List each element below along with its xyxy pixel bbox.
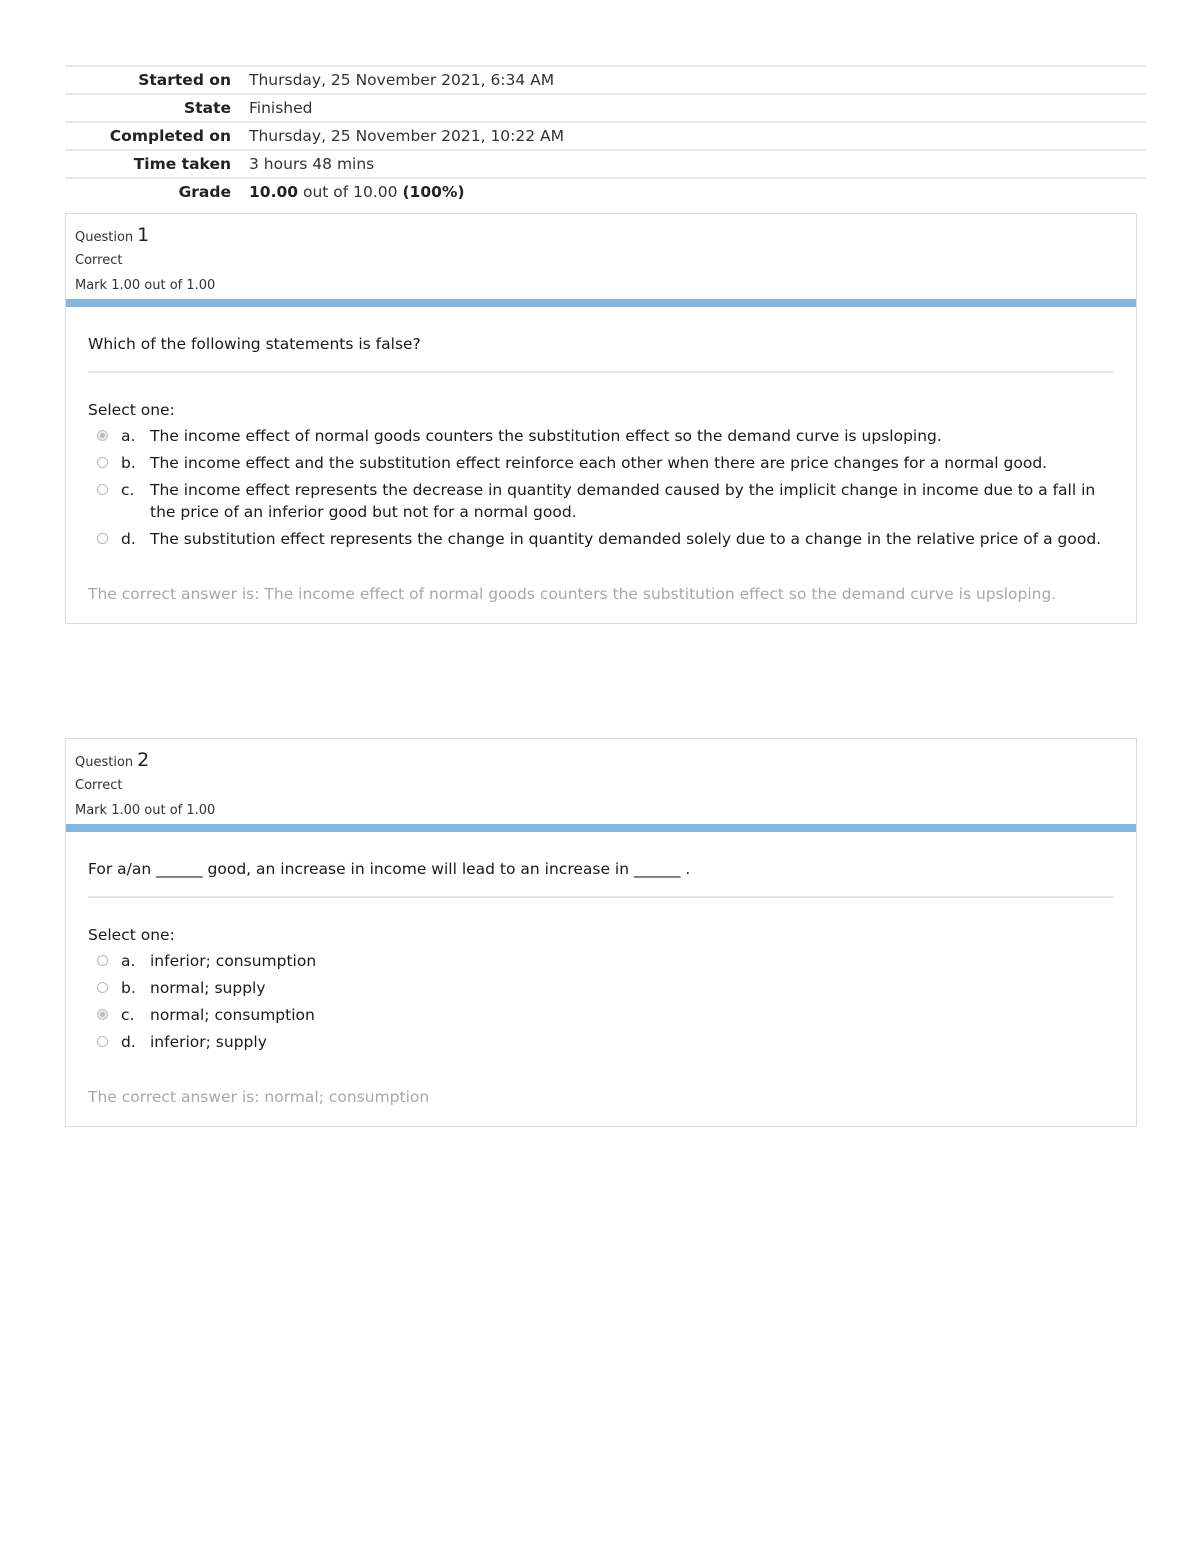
option-letter: b.: [121, 454, 136, 472]
question-number: [75, 749, 1127, 771]
option-letter: b.: [121, 979, 136, 997]
time-taken-value: 3 hours 48 mins: [249, 154, 375, 173]
option-text: normal; consumption: [150, 1006, 315, 1024]
radio-button[interactable]: [97, 955, 108, 966]
option-text: The income effect of normal goods counters the substitution effect so the demand curve is upsloping.: [150, 427, 942, 445]
question-label: Question: [75, 755, 134, 770]
answer-options: [88, 425, 1114, 550]
completed-on-value: Thursday, 25 November 2021, 10:22 AM: [249, 126, 565, 145]
summary-row-state: [65, 94, 1146, 122]
question-mark: Mark 1.00 out of 1.00: [75, 803, 216, 818]
state-value: Finished: [249, 98, 313, 117]
option-letter: c.: [121, 1006, 135, 1024]
attempt-summary-table: [65, 65, 1146, 205]
radio-button-selected[interactable]: [97, 1009, 108, 1020]
answer-option-b[interactable]: [88, 452, 1114, 474]
option-letter: d.: [121, 1033, 136, 1051]
option-text: The income effect represents the decrease in quantity demanded caused by the implicit change in income due to a fall in the price of an inferior good but not for a normal good.: [150, 481, 1096, 521]
question-content: [66, 824, 1136, 1074]
question-number-value: 1: [137, 224, 150, 246]
question-info: [66, 214, 1136, 299]
grade-out-of: out of 10.00: [302, 182, 398, 201]
question-content: [66, 299, 1136, 571]
time-taken-label: Time taken: [133, 154, 231, 173]
correct-answer-feedback: The correct answer is: normal; consumption: [88, 1088, 430, 1106]
question-state: Correct: [75, 253, 123, 268]
select-one-prompt: Select one:: [88, 401, 175, 419]
option-text: inferior; consumption: [150, 952, 317, 970]
answer-option-b[interactable]: [88, 977, 1114, 999]
question-number-value: 2: [137, 749, 150, 771]
answer-option-c[interactable]: [88, 479, 1114, 523]
option-text: normal; supply: [150, 979, 266, 997]
question-2: [65, 738, 1137, 1127]
option-letter: a.: [121, 427, 136, 445]
summary-row-grade: [65, 178, 1146, 205]
radio-button[interactable]: [97, 457, 108, 468]
grade-label: Grade: [178, 182, 231, 201]
summary-row-time: [65, 150, 1146, 178]
answer-option-a[interactable]: [88, 950, 1114, 972]
grade-value: [249, 178, 1146, 205]
question-1: [65, 213, 1137, 624]
answer-option-d[interactable]: [88, 1031, 1114, 1053]
option-text: inferior; supply: [150, 1033, 267, 1051]
question-mark: Mark 1.00 out of 1.00: [75, 278, 216, 293]
option-letter: d.: [121, 530, 136, 548]
answer-option-c[interactable]: [88, 1004, 1114, 1026]
radio-button[interactable]: [97, 1036, 108, 1047]
started-on-value: Thursday, 25 November 2021, 6:34 AM: [249, 70, 555, 89]
summary-row-started: [65, 66, 1146, 94]
option-letter: a.: [121, 952, 136, 970]
summary-row-completed: [65, 122, 1146, 150]
answer-option-d[interactable]: [88, 528, 1114, 550]
answer-option-a[interactable]: [88, 425, 1114, 447]
state-label: State: [184, 98, 231, 117]
started-on-label: Started on: [138, 70, 231, 89]
answer-options: [88, 950, 1114, 1053]
completed-on-label: Completed on: [109, 126, 231, 145]
correct-answer-feedback: The correct answer is: The income effect of normal goods counters the substitution effect so the demand curve is upsloping.: [88, 585, 1057, 603]
question-info: [66, 739, 1136, 824]
question-state: Correct: [75, 778, 123, 793]
question-number: [75, 224, 1127, 246]
question-text: Which of the following statements is false?: [88, 335, 1114, 373]
radio-button[interactable]: [97, 533, 108, 544]
select-one-prompt: Select one:: [88, 926, 175, 944]
radio-button-selected[interactable]: [97, 430, 108, 441]
radio-button[interactable]: [97, 982, 108, 993]
question-text: For a/an ______ good, an increase in income will lead to an increase in ______ .: [88, 860, 1114, 898]
grade-percent: (100%): [402, 182, 465, 201]
question-label: Question: [75, 230, 134, 245]
option-text: The income effect and the substitution effect reinforce each other when there are price changes for a normal good.: [150, 454, 1048, 472]
option-text: The substitution effect represents the change in quantity demanded solely due to a change in the relative price of a good.: [150, 530, 1102, 548]
option-letter: c.: [121, 481, 135, 499]
grade-score: 10.00: [249, 182, 299, 201]
radio-button[interactable]: [97, 484, 108, 495]
